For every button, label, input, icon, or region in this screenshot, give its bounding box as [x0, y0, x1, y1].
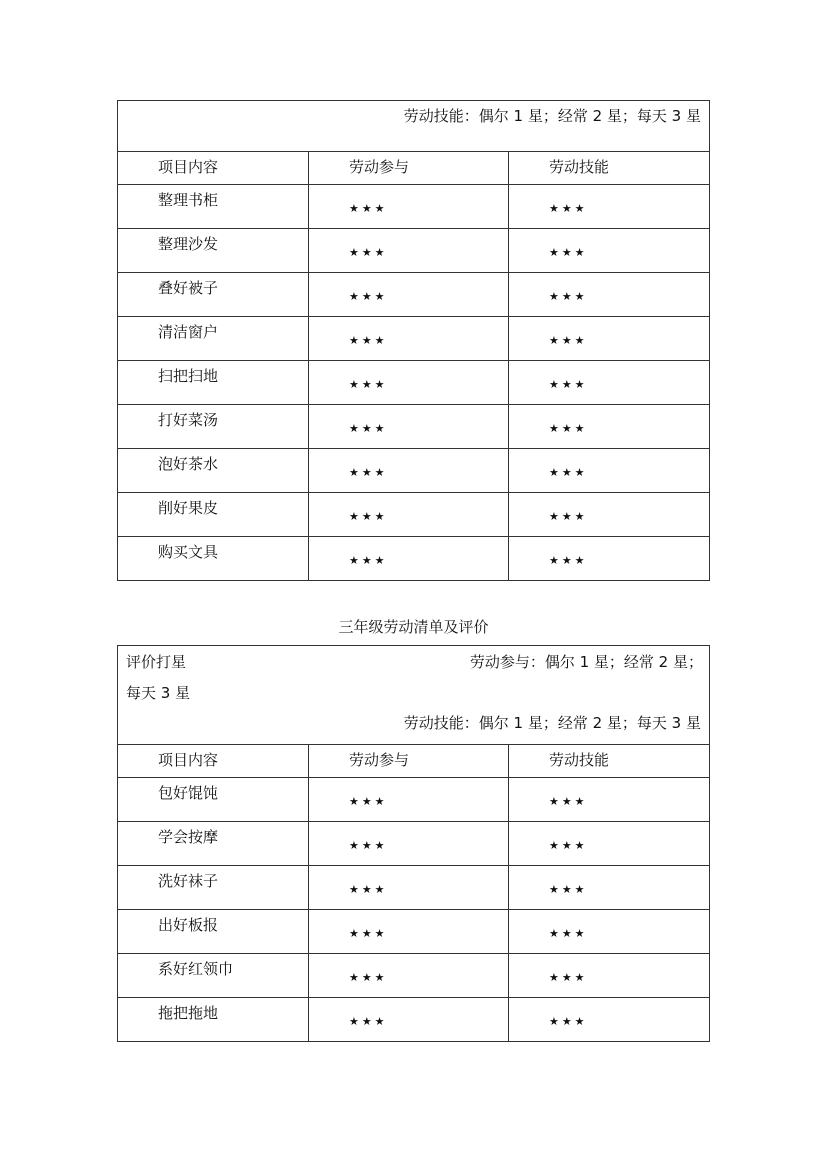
section-title: 三年级劳动清单及评价 — [338, 618, 489, 636]
skill-stars: ★★★ — [548, 883, 588, 896]
participation-stars: ★★★ — [348, 554, 388, 567]
header-skill: 劳动技能 — [548, 751, 609, 769]
table-row — [118, 185, 710, 229]
table-row — [118, 317, 710, 361]
skill-stars: ★★★ — [548, 510, 588, 523]
legend-row — [118, 646, 710, 745]
legend-row — [118, 101, 710, 152]
header-row — [118, 152, 710, 185]
table-grade-list-1 — [117, 100, 710, 581]
header-participation: 劳动参与 — [348, 751, 409, 769]
participation-stars: ★★★ — [348, 378, 388, 391]
legend-skill: 劳动技能：偶尔 1 星；经常 2 星；每天 3 星 — [403, 107, 701, 125]
legend-participation: 劳动参与：偶尔 1 星；经常 2 星； — [469, 653, 703, 671]
table-row — [118, 273, 710, 317]
item-name: 整理书柜 — [158, 191, 219, 209]
header-item: 项目内容 — [158, 158, 219, 176]
skill-stars: ★★★ — [548, 422, 588, 435]
table-row — [118, 998, 710, 1042]
legend-skill: 劳动技能：偶尔 1 星；经常 2 星；每天 3 星 — [403, 714, 701, 732]
header-row — [118, 745, 710, 778]
table-row — [118, 537, 710, 581]
item-name: 泡好茶水 — [158, 455, 219, 473]
skill-stars: ★★★ — [548, 246, 588, 259]
participation-stars: ★★★ — [348, 466, 388, 479]
item-name: 包好馄饨 — [158, 784, 219, 802]
table-row — [118, 361, 710, 405]
skill-stars: ★★★ — [548, 466, 588, 479]
participation-stars: ★★★ — [348, 422, 388, 435]
skill-stars: ★★★ — [548, 202, 588, 215]
skill-stars: ★★★ — [548, 554, 588, 567]
skill-stars: ★★★ — [548, 1015, 588, 1028]
skill-stars: ★★★ — [548, 334, 588, 347]
participation-stars: ★★★ — [348, 290, 388, 303]
rating-label: 评价打星 — [126, 653, 187, 671]
item-name: 系好红领巾 — [158, 960, 234, 978]
table-row — [118, 954, 710, 998]
header-skill: 劳动技能 — [548, 158, 609, 176]
participation-stars: ★★★ — [348, 971, 388, 984]
item-name: 清洁窗户 — [158, 323, 219, 341]
item-name: 扫把扫地 — [158, 367, 219, 385]
item-name: 整理沙发 — [158, 235, 219, 253]
table-row — [118, 449, 710, 493]
header-item: 项目内容 — [158, 751, 219, 769]
table-row — [118, 910, 710, 954]
item-name: 出好板报 — [158, 916, 219, 934]
table-row — [118, 405, 710, 449]
skill-stars: ★★★ — [548, 971, 588, 984]
participation-stars: ★★★ — [348, 246, 388, 259]
legend-participation-cont: 每天 3 星 — [126, 684, 191, 702]
participation-stars: ★★★ — [348, 927, 388, 940]
table-grade-list-2 — [117, 645, 710, 1042]
participation-stars: ★★★ — [348, 202, 388, 215]
skill-stars: ★★★ — [548, 290, 588, 303]
participation-stars: ★★★ — [348, 510, 388, 523]
skill-stars: ★★★ — [548, 795, 588, 808]
skill-stars: ★★★ — [548, 927, 588, 940]
table-row — [118, 866, 710, 910]
participation-stars: ★★★ — [348, 883, 388, 896]
item-name: 削好果皮 — [158, 499, 219, 517]
table-row — [118, 778, 710, 822]
item-name: 洗好袜子 — [158, 872, 219, 890]
header-participation: 劳动参与 — [348, 158, 409, 176]
table-row — [118, 493, 710, 537]
skill-stars: ★★★ — [548, 378, 588, 391]
skill-stars: ★★★ — [548, 839, 588, 852]
participation-stars: ★★★ — [348, 1015, 388, 1028]
item-name: 打好菜汤 — [158, 411, 219, 429]
participation-stars: ★★★ — [348, 839, 388, 852]
item-name: 叠好被子 — [158, 279, 219, 297]
participation-stars: ★★★ — [348, 334, 388, 347]
item-name: 学会按摩 — [158, 828, 219, 846]
item-name: 拖把拖地 — [158, 1004, 219, 1022]
participation-stars: ★★★ — [348, 795, 388, 808]
table-row — [118, 229, 710, 273]
table-row — [118, 822, 710, 866]
item-name: 购买文具 — [158, 543, 219, 561]
